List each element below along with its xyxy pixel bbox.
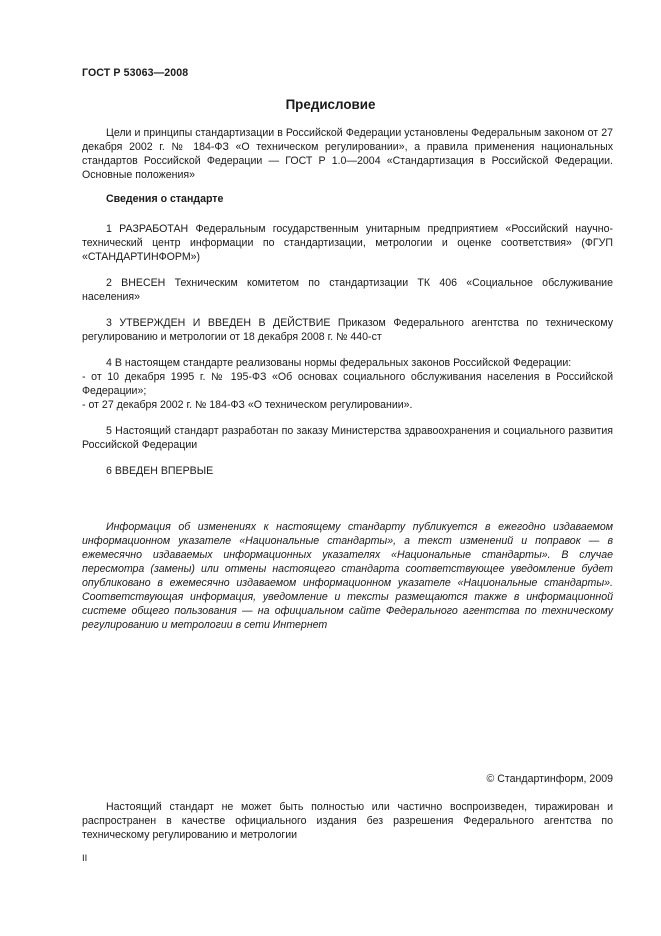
item-4-law-a: - от 10 декабря 1995 г. № 195-ФЗ «Об основах социального обслуживания населения в Российской Федерации»; bbox=[82, 371, 613, 397]
intro-paragraph bbox=[82, 126, 613, 182]
notice-text: Информация об изменениях к настоящему стандарту публикуется в ежегодно издаваемом информационном указателе «Национальные стандарты», а текст изменений и поправок — в ежемесячно издаваемых информационных указателях «Национальные стандарты». В случае пересмотра (замены) или отмены настоящего стандарта соответствующее уведомление будет опубликовано в ежемесячно издаваемом информационном указателе «Национальные стандарты». Соответствующая информация, уведомление и тексты размещаются также в информационной системе общего пользования — на официальном сайте Федерального агентства по техническому регулированию и метрологии в сети Интернет bbox=[82, 521, 613, 631]
page-title: Предисловие bbox=[285, 97, 376, 112]
reproduction-paragraph bbox=[82, 800, 613, 842]
section-heading: Сведения о стандарте bbox=[106, 193, 224, 205]
item-3 bbox=[82, 316, 613, 344]
page-number: II bbox=[82, 853, 88, 864]
item-2 bbox=[82, 276, 613, 304]
item-5 bbox=[82, 424, 613, 452]
document-header: ГОСТ Р 53063—2008 bbox=[82, 67, 189, 79]
intro-text: Цели и принципы стандартизации в Российской Федерации установлены Федеральным законом от 27 декабря 2002 г. № 184-ФЗ «О техническом регулировании», а правила применения национальных стандартов Российской Федерации — ГОСТ Р 1.0—2004 «Стандартизация в Российской Федерации. Основные положения» bbox=[82, 127, 613, 181]
item-6-text: 6 ВВЕДЕН ВПЕРВЫЕ bbox=[106, 465, 214, 477]
copyright-line: © Стандартинформ, 2009 bbox=[486, 773, 613, 785]
item-1 bbox=[82, 222, 613, 264]
item-2-text: 2 ВНЕСЕН Техническим комитетом по стандартизации ТК 406 «Социальное обслуживание населения» bbox=[82, 277, 613, 303]
notice-paragraph bbox=[82, 520, 613, 632]
item-3-text: 3 УТВЕРЖДЕН И ВВЕДЕН В ДЕЙСТВИЕ Приказом Федерального агентства по техническому регулированию и метрологии от 18 декабря 2008 г. № 440-ст bbox=[82, 317, 613, 343]
item-4 bbox=[82, 356, 613, 412]
item-1-text: 1 РАЗРАБОТАН Федеральным государственным унитарным предприятием «Российский научно-технический центр информации по стандартизации, метрологии и оценке соответствия» (ФГУП «СТАНДАРТИНФОРМ») bbox=[82, 223, 613, 263]
reproduction-text: Настоящий стандарт не может быть полностью или частично воспроизведен, тиражирован и распространен в качестве официального издания без разрешения Федерального агентства по техническому регулированию и метрологии bbox=[82, 801, 613, 841]
item-5-text: 5 Настоящий стандарт разработан по заказу Министерства здравоохранения и социального развития Российской Федерации bbox=[82, 425, 613, 451]
item-4-lead: 4 В настоящем стандарте реализованы нормы федеральных законов Российской Федерации: bbox=[106, 357, 572, 369]
item-4-law-b: - от 27 декабря 2002 г. № 184-ФЗ «О техническом регулировании». bbox=[82, 399, 413, 411]
item-6 bbox=[82, 464, 613, 478]
